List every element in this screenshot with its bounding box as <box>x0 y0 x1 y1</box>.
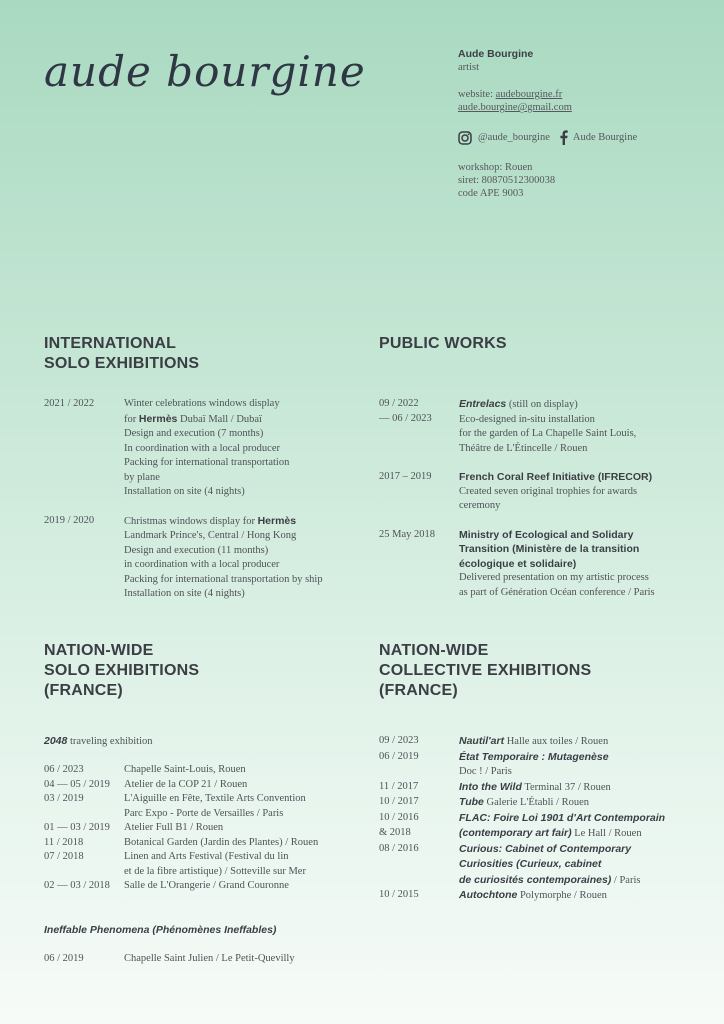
logo-text: aude bourgine <box>44 47 366 96</box>
exhibition-2048-title: 2048 traveling exhibition <box>44 735 153 747</box>
list-item: 25 May 2018 Ministry of Ecological and Solidary Transition (Ministère de la transition écologique et solidaire) Delivered presentation on my artistic process as part of Génération Océan conference / Paris <box>379 528 655 598</box>
facebook-icon[interactable] <box>559 130 568 145</box>
list-item: Parc Expo - Porte de Versailles / Paris <box>124 807 284 819</box>
list-item: 01 — 03 / 2019 Atelier Full B1 / Rouen <box>44 822 224 833</box>
list-item: & 2018 (contemporary art fair) Le Hall / Rouen <box>379 827 642 839</box>
list-item: 2021 / 2022 Winter celebrations windows display for Hermès Dubaï Mall / Dubaï Design and execution (7 months) In coordination with a local producer Packing for international transportation by plane Installation on site (4 nights) <box>44 398 290 497</box>
list-item: 08 / 2016 Curious: Cabinet of Contemporary <box>379 842 632 855</box>
list-item: 2017 – 2019 French Coral Reef Initiative (IFRECOR) Created seven original trophies for awards ceremony <box>379 471 653 511</box>
nation-coll-list <box>379 734 714 904</box>
ineffable-list <box>44 952 364 967</box>
list-item: 02 — 03 / 2018 Salle de L'Orangerie / Grand Couronne <box>44 880 289 891</box>
instagram-icon[interactable] <box>458 131 472 145</box>
public-works-list <box>379 397 709 600</box>
siret: siret: 80870512300038 <box>458 175 556 187</box>
facebook-name[interactable]: Aude Bourgine <box>572 131 638 143</box>
email-link[interactable]: aude.bourgine@gmail.com <box>458 102 572 114</box>
list-item: 03 / 2019 L'Aiguille en Fête, Textile Arts Convention <box>44 793 306 804</box>
artist-name: Aude Bourgine <box>458 48 534 60</box>
list-item: 10 / 2017 Tube Galerie L'Établi / Rouen <box>379 796 590 808</box>
list-item: 10 / 2015 Autochtone Polymorphe / Rouen <box>379 889 607 901</box>
list-item: 2019 / 2020 Christmas windows display for Hermès Landmark Prince's, Central / Hong Kong Design and execution (11 months) in coordination with a local producer Packing for international transportation by ship Installation on site (4 nights) <box>44 514 323 599</box>
nation-solo-heading: NATION-WIDE SOLO EXHIBITIONS (FRANCE) <box>44 642 200 699</box>
list-item: 06 / 2019 Chapelle Saint Julien / Le Petit-Quevilly <box>44 953 295 964</box>
list-item: 06 / 2023 Chapelle Saint-Louis, Rouen <box>44 764 246 775</box>
website-link[interactable]: audebourgine.fr <box>495 88 563 100</box>
nation-solo-list <box>44 763 364 894</box>
workshop: workshop: Rouen <box>458 161 533 173</box>
list-item: 09 / 2023 Nautil'art Halle aux toiles / Rouen <box>379 735 609 747</box>
list-item: 11 / 2017 Into the Wild Terminal 37 / Rouen <box>379 780 611 793</box>
list-item: 09 / 2022 — 06 / 2023 Entrelacs (still on display) Eco-designed in-situ installation for the garden of La Chapelle Saint Louis, Théâtre de L'Étincelle / Rouen <box>379 398 637 454</box>
list-item: 04 — 05 / 2019 Atelier de la COP 21 / Rouen <box>44 778 248 790</box>
ineffable-title: Ineffable Phenomena (Phénomènes Ineffables) <box>44 924 277 936</box>
list-item: Doc ! / Paris <box>459 766 512 777</box>
list-item: et de la fibre artistique) / Sotteville sur Mer <box>124 865 306 877</box>
nation-coll-heading: NATION-WIDE COLLECTIVE EXHIBITIONS (FRANCE) <box>379 642 592 699</box>
list-item: 07 / 2018 Linen and Arts Festival (Festival du lin <box>44 851 289 862</box>
website-line: website: audebourgine.fr <box>458 88 563 100</box>
list-item: 06 / 2019 État Temporaire : Mutagenèse <box>379 750 609 763</box>
contact-block <box>458 48 637 201</box>
list-item: 11 / 2018 Botanical Garden (Jardin des Plantes) / Rouen <box>44 836 319 848</box>
intl-solo-heading: INTERNATIONAL SOLO EXHIBITIONS <box>44 335 200 372</box>
list-item: de curiosités contemporaines) / Paris <box>459 873 641 886</box>
instagram-handle[interactable]: @aude_bourgine <box>478 131 550 143</box>
public-works-heading: PUBLIC WORKS <box>379 335 507 352</box>
social-links <box>458 127 637 149</box>
handwritten-logo <box>42 36 366 126</box>
list-item: 10 / 2016 FLAC: Foire Loi 1901 d'Art Contemporain <box>379 811 666 824</box>
artist-role: artist <box>458 62 479 74</box>
list-item: Curiosities (Curieux, cabinet <box>459 858 602 870</box>
ape-code: code APE 9003 <box>458 188 524 200</box>
intl-solo-list <box>44 397 364 602</box>
